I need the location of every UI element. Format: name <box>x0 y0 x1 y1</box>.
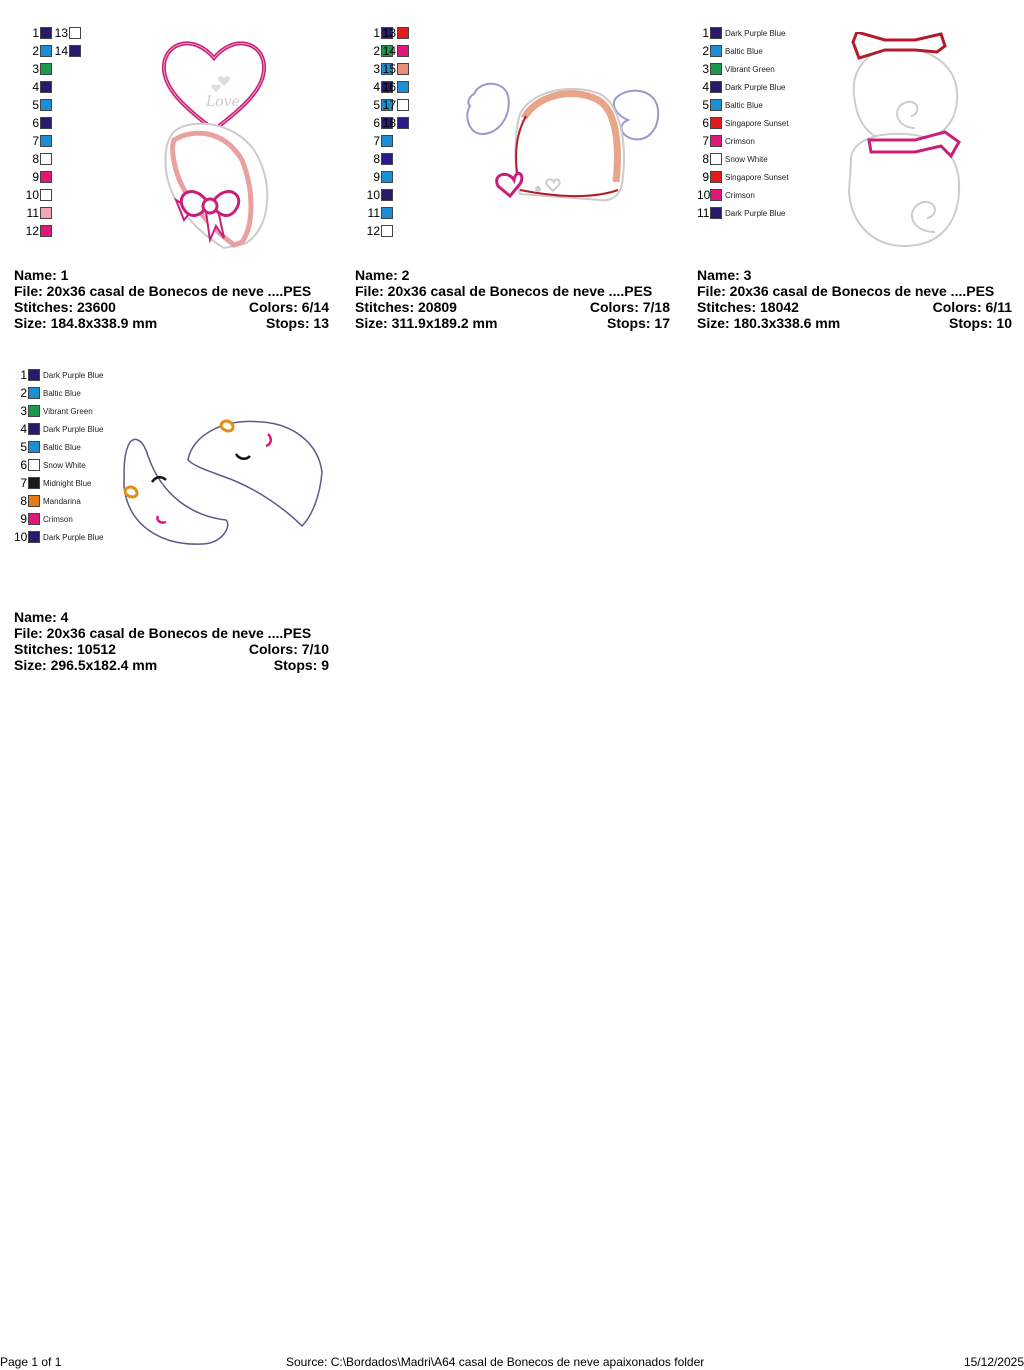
swatch-row: 6 Singapore Sunset <box>702 116 789 130</box>
swatch-row: 4 Dark Purple Blue <box>20 422 104 436</box>
swatch-row: 7 Crimson <box>702 134 755 148</box>
swatch-row: 12 <box>355 222 393 240</box>
color-chip <box>397 81 409 93</box>
swatch-row: 13 <box>371 24 409 42</box>
swatch-row: 11 Dark Purple Blue <box>697 206 786 220</box>
color-chip <box>381 207 393 219</box>
swatch-row: 5 Baltic Blue <box>20 440 81 454</box>
design-size: Size: 311.9x189.2 mm <box>355 315 498 331</box>
swatch-row: 2 <box>14 42 52 60</box>
color-chip <box>710 117 722 129</box>
color-chip <box>381 171 393 183</box>
color-chip <box>28 423 40 435</box>
design-stitches: Stitches: 23600 <box>14 299 116 315</box>
swatch-row: 6 <box>355 114 393 132</box>
swatch-row: 14 <box>54 42 81 60</box>
color-chip <box>28 459 40 471</box>
swatch-row: 5 <box>14 96 52 114</box>
swatch-row: 2 Baltic Blue <box>702 44 763 58</box>
design-preview-snowman-faces <box>122 416 324 548</box>
design-name: Name: 2 <box>355 267 410 283</box>
color-chip <box>710 45 722 57</box>
color-chip <box>28 441 40 453</box>
design-stops: Stops: 9 <box>273 657 329 673</box>
color-chip <box>710 207 722 219</box>
color-chip <box>40 81 52 93</box>
color-chip <box>710 27 722 39</box>
swatch-row: 16 <box>371 78 409 96</box>
swatch-row: 10 <box>14 186 52 204</box>
swatch-row: 7 <box>14 132 52 150</box>
swatch-row: 15 <box>371 60 409 78</box>
swatch-row: 3 Vibrant Green <box>20 404 93 418</box>
design-card-1 <box>14 24 344 354</box>
swatch-row: 4 <box>355 78 393 96</box>
design-size: Size: 180.3x338.6 mm <box>697 315 841 331</box>
color-chip <box>40 153 52 165</box>
color-chip <box>69 45 81 57</box>
swatch-row: 17 <box>371 96 409 114</box>
design-preview-snowman-scarves <box>845 32 965 252</box>
swatch-row: 8 <box>355 150 393 168</box>
swatch-row: 4 <box>14 78 52 96</box>
color-chip <box>40 189 52 201</box>
swatch-row: 11 <box>355 204 393 222</box>
color-chip <box>28 531 40 543</box>
design-preview-hat-earmuffs <box>460 74 670 204</box>
design-info <box>14 609 329 673</box>
design-card-2 <box>355 24 685 354</box>
swatch-row: 2 <box>355 42 393 60</box>
swatch-row: 4 Dark Purple Blue <box>702 80 786 94</box>
color-chip <box>397 63 409 75</box>
swatch-row: 13 <box>54 24 81 42</box>
swatch-row: 10 <box>355 186 393 204</box>
color-chip <box>40 207 52 219</box>
color-chip <box>69 27 81 39</box>
color-chip <box>710 81 722 93</box>
swatch-row: 11 <box>14 204 52 222</box>
swatch-row: 8 Mandarina <box>20 494 81 508</box>
color-chip <box>710 99 722 111</box>
swatch-row: 10 Crimson <box>697 188 755 202</box>
swatch-row: 6 Snow White <box>20 458 86 472</box>
color-chip <box>710 153 722 165</box>
swatch-row: 3 <box>355 60 393 78</box>
swatch-row: 9 Singapore Sunset <box>702 170 789 184</box>
color-chip <box>28 495 40 507</box>
swatch-row: 8 <box>14 150 52 168</box>
design-name: Name: 3 <box>697 267 752 283</box>
design-stitches: Stitches: 10512 <box>14 641 116 657</box>
swatch-row: 8 Snow White <box>702 152 768 166</box>
color-chip <box>28 405 40 417</box>
design-card-3 <box>697 24 1024 354</box>
color-chip <box>40 171 52 183</box>
swatch-row: 7 <box>355 132 393 150</box>
design-colors: Colors: 7/10 <box>248 641 329 657</box>
design-info <box>355 267 670 331</box>
swatch-row: 5 <box>355 96 393 114</box>
color-chip <box>40 27 52 39</box>
design-stops: Stops: 10 <box>948 315 1012 331</box>
color-chip <box>397 27 409 39</box>
swatch-row: 1 Dark Purple Blue <box>702 26 786 40</box>
color-chip <box>381 189 393 201</box>
swatch-row: 1 <box>14 24 52 42</box>
design-stops: Stops: 13 <box>265 315 329 331</box>
design-name: Name: 1 <box>14 267 69 283</box>
design-file: File: 20x36 casal de Bonecos de neve ....PES <box>697 283 995 299</box>
swatch-row: 1 <box>355 24 393 42</box>
design-info <box>14 267 329 331</box>
color-chip <box>710 189 722 201</box>
design-stops: Stops: 17 <box>606 315 670 331</box>
design-stitches: Stitches: 18042 <box>697 299 799 315</box>
color-chip <box>28 387 40 399</box>
color-chip <box>381 153 393 165</box>
color-chip <box>40 117 52 129</box>
color-chip <box>40 135 52 147</box>
color-chip <box>710 135 722 147</box>
color-chip <box>40 45 52 57</box>
swatch-row: 14 <box>371 42 409 60</box>
color-chip <box>710 63 722 75</box>
swatch-row: 3 Vibrant Green <box>702 62 775 76</box>
print-date: 15/12/2025 <box>963 1355 1024 1369</box>
color-chip <box>397 117 409 129</box>
page-number: Page 1 of 1 <box>0 1355 62 1369</box>
color-chip <box>28 369 40 381</box>
design-file: File: 20x36 casal de Bonecos de neve ....PES <box>355 283 653 299</box>
swatch-row: 9 <box>14 168 52 186</box>
swatch-row: 6 <box>14 114 52 132</box>
swatch-row: 9 Crimson <box>20 512 73 526</box>
design-name: Name: 4 <box>14 609 69 625</box>
design-preview-heart-hat <box>154 30 274 252</box>
design-info <box>697 267 1012 331</box>
swatch-row: 10 Dark Purple Blue <box>14 530 104 544</box>
color-chip <box>397 99 409 111</box>
swatch-row: 12 <box>14 222 52 240</box>
swatch-row: 3 <box>14 60 52 78</box>
color-chip <box>381 225 393 237</box>
swatch-row: 7 Midnight Blue <box>20 476 92 490</box>
swatch-row: 2 Baltic Blue <box>20 386 81 400</box>
design-colors: Colors: 6/11 <box>932 299 1012 315</box>
design-card-4 <box>14 366 344 696</box>
swatch-row: 18 <box>371 114 409 132</box>
color-chip <box>40 225 52 237</box>
design-colors: Colors: 6/14 <box>248 299 329 315</box>
swatch-row: 5 Baltic Blue <box>702 98 763 112</box>
color-chip <box>381 135 393 147</box>
swatch-row: 1 Dark Purple Blue <box>20 368 104 382</box>
color-chip <box>28 513 40 525</box>
color-chip <box>710 171 722 183</box>
design-stitches: Stitches: 20809 <box>355 299 457 315</box>
love-text: Love <box>206 94 240 110</box>
color-chip <box>40 63 52 75</box>
color-chip <box>397 45 409 57</box>
design-colors: Colors: 7/18 <box>589 299 670 315</box>
color-chip <box>28 477 40 489</box>
design-file: File: 20x36 casal de Bonecos de neve ....PES <box>14 283 312 299</box>
design-file: File: 20x36 casal de Bonecos de neve ....PES <box>14 625 312 641</box>
swatch-row: 9 <box>355 168 393 186</box>
color-chip <box>40 99 52 111</box>
design-size: Size: 296.5x182.4 mm <box>14 657 158 673</box>
source-path: Source: C:\Bordados\Madri\A64 casal de Bonecos de neve apaixonados folder <box>286 1355 705 1369</box>
design-size: Size: 184.8x338.9 mm <box>14 315 158 331</box>
